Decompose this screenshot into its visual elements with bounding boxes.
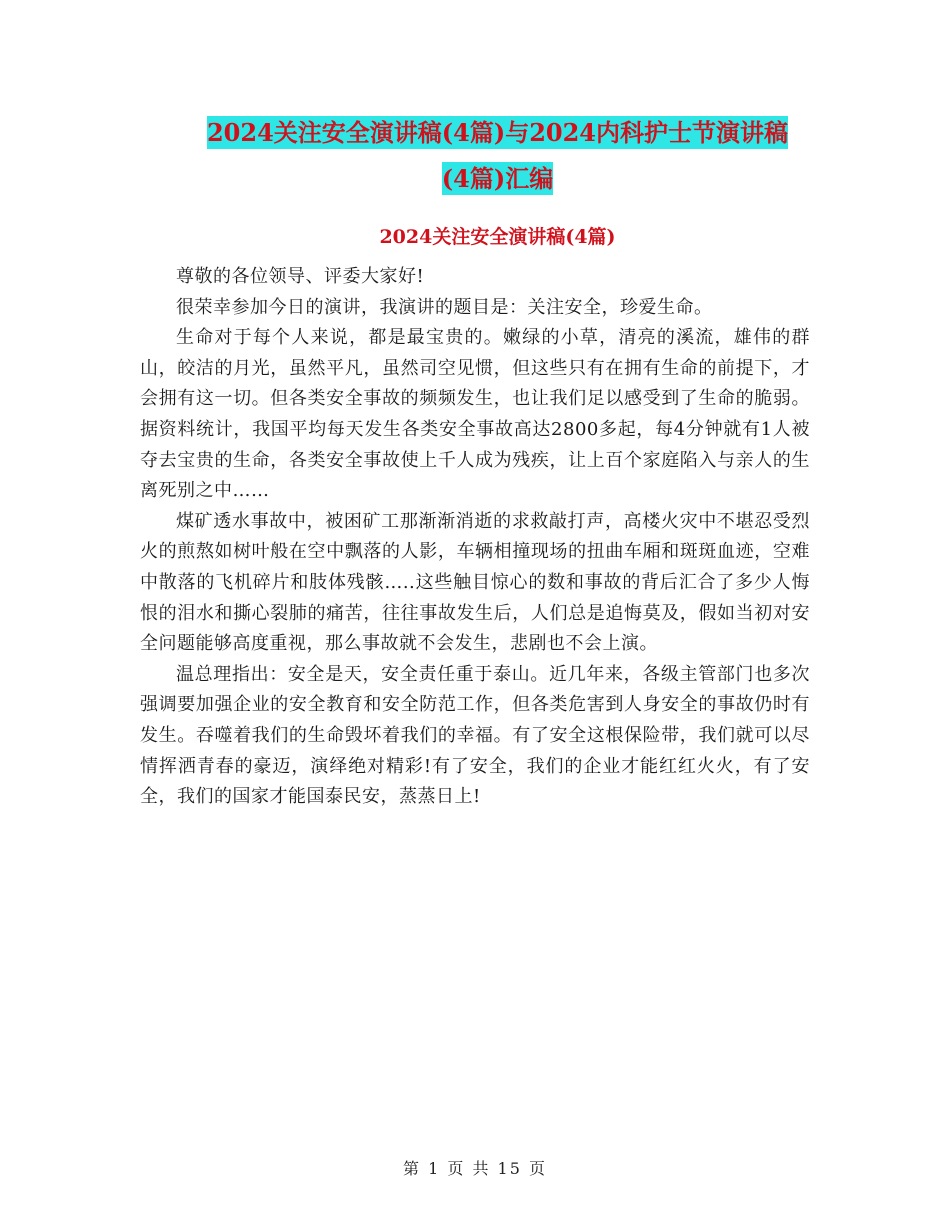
page-footer: 第 1 页 共 15 页 (403, 1159, 547, 1178)
document-title-line2: (4篇)汇编 (441, 164, 554, 193)
document-title-line1: 2024关注安全演讲稿(4篇)与2024内科护士节演讲稿 (206, 118, 788, 147)
paragraph: 生命对于每个人来说，都是最宝贵的。嫩绿的小草，清亮的溪流，雄伟的群山，皎洁的月光，虽然平凡，虽然司空见惯，但这些只有在拥有生命的前提下，才会拥有这一切。但各类安全事故的频频发生，也让我们足以感受到了生命的脆弱。据资料统计，我国平均每天发生各类安全事故高达2800多起，每4分钟就有1人被夺去宝贵的生命，各类安全事故使上千人成为残疾，让上百个家庭陷入与亲人的生离死别之中…… (140, 327, 810, 502)
document-body (140, 262, 810, 813)
paragraph: 尊敬的各位领导、评委大家好! (176, 266, 425, 287)
paragraph: 很荣幸参加今日的演讲，我演讲的题目是：关注安全，珍爱生命。 (176, 296, 713, 318)
document-title (140, 110, 855, 202)
paragraph: 温总理指出：安全是天，安全责任重于泰山。近几年来，各级主管部门也多次强调要加强企业的安全教育和安全防范工作，但各类危害到人身安全的事故仍时有发生。吞噬着我们的生命毁坏着我们的幸福。有了安全这根保险带，我们就可以尽情挥洒青春的豪迈，演绎绝对精彩!有了安全，我们的企业才能红红火火，有了安全，我们的国家才能国泰民安，蒸蒸日上! (140, 663, 810, 808)
section-title: 2024关注安全演讲稿(4篇) (379, 226, 616, 248)
paragraph: 煤矿透水事故中，被困矿工那渐渐消逝的求救敲打声，高楼火灾中不堪忍受烈火的煎熬如树叶般在空中飘落的人影，车辆相撞现场的扭曲车厢和斑斑血迹，空难中散落的飞机碎片和肢体残骸…..这些触目惊心的数和事故的背后汇合了多少人悔恨的泪水和撕心裂肺的痛苦，往往事故发生后，人们总是追悔莫及，假如当初对安全问题能够高度重视，那么事故就不会发生，悲剧也不会上演。 (140, 510, 810, 655)
